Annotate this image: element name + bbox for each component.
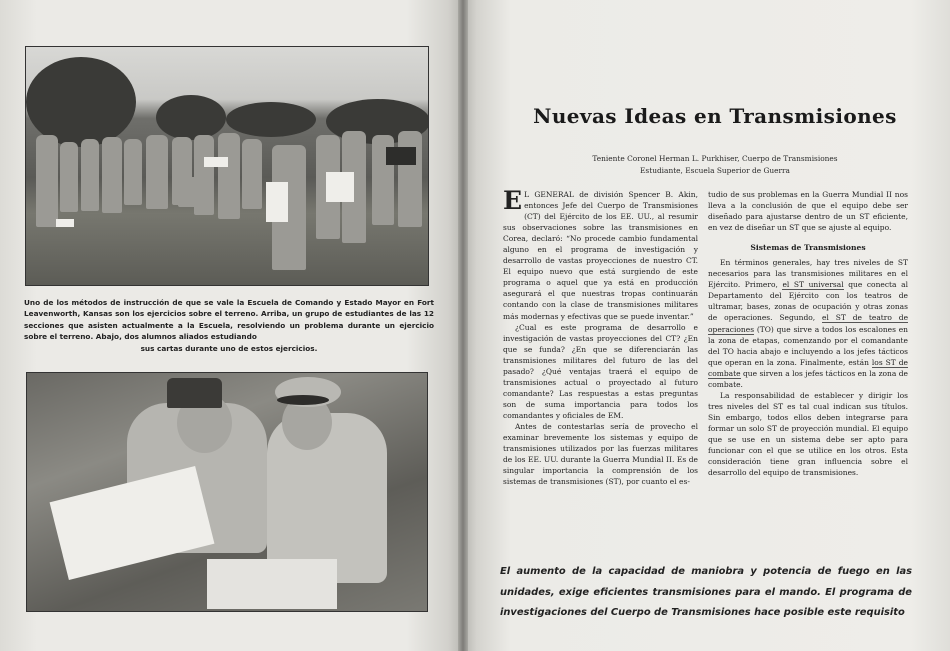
paragraph <box>708 257 908 390</box>
underlined-text: el ST de teatro de operaciones <box>708 313 909 334</box>
article-column-2 <box>708 189 908 478</box>
photo-two-students-maps <box>26 372 428 612</box>
caption-text: Uno de los métodos de instrucción de que se vale la Escuela de Comando y Estado Mayor en Fort Leavenworth, Kansas son los ejercicios sobre el terreno. Arriba, un grupo de estudiantes de las 12 secciones que asisten actualmente a la Escuela, resolviendo un problema durante un ejercicio sobre el terreno. Abajo, dos alumnos aliados estudiando <box>24 298 434 342</box>
paragraph: tudio de sus problemas en la Guerra Mundial II nos lleva a la conclusión de que el equipo debe ser diseñado para ajustarse dentro de un ST eficiente, en vez de diseñar un ST que se ajuste al equipo. <box>708 190 908 233</box>
photo-field-exercise-group <box>25 46 429 286</box>
paragraph: Antes de contestarlas sería de provecho el examinar brevemente los sistemas y equipo de transmisiones utilizados por las fuerzas militares de los EE. UU. durante la Guerra Mundial II. Es de singular importancia la comprensión de los sistemas de transmisiones (ST), por cuanto el es- <box>503 421 698 487</box>
text: que conecta al Departamento del Ejército con los teatros de ultramar, bases, zonas de ocupación y otras zonas de operaciones. Segundo, <box>708 280 908 323</box>
text: (TO) que sirve a todos los escalones en la zona de etapas, comenzando por el comandante del TO hacia abajo e incluyendo a los jefes tácticos que operan en la zona. Finalmente, están <box>708 324 908 367</box>
text: que sirven a los jefes tácticos en la zona de combate. <box>708 368 908 389</box>
pull-quote: El aumento de la capacidad de maniobra y potencia de fuego en las unidades, exige eficientes transmisiones para el mando. El programa de investigaciones del Cuerpo de Transmisiones hace posible este requisito <box>500 566 912 618</box>
article-byline <box>510 153 920 177</box>
paragraph-text: L GENERAL de división Spencer B. Akin, entonces Jefe del Cuerpo de Transmisiones (CT) del Ejército de los EE. UU., al resumir sus observaciones sobre las transmisiones en Corea, declaró: “No procede cambio fundamental alguno en el programa de investigación y desarrollo de vastas proyecciones de nuestro CT. El equipo nuevo que está surgiendo de este programa o aquel que ya está en producción asegurará el que nuestras tropas continuarán contando con la clase de transmisiones militares más modernas y efectivas que se puede inventar.” <box>503 190 698 321</box>
article-title: Nuevas Ideas en Transmisiones <box>533 104 897 128</box>
text: En términos generales, hay tres niveles de ST necesarios para las transmisiones militares en el Ejército. Primero, <box>708 258 908 290</box>
underlined-text: los ST de combate <box>708 357 908 378</box>
caption-last-line: sus cartas durante uno de estos ejercicios. <box>140 343 318 353</box>
book-gutter <box>458 0 468 651</box>
byline-affiliation: Estudiante, Escuela Superior de Guerra <box>640 166 790 175</box>
paragraph <box>503 186 698 322</box>
left-page <box>0 0 462 651</box>
byline-author: Teniente Coronel Herman L. Purkhiser, Cuerpo de Transmisiones <box>592 154 838 163</box>
underlined-text: el ST universal <box>782 280 844 290</box>
paragraph: ¿Cual es este programa de desarrollo e investigación de vastas proyecciones del CT? ¿En que se funda? ¿En que se diferenciarán las transmisiones militares del futuro de las del pasado? ¿Qué ventajas traerá el equipo de transmisiones actual o proyectado al futuro comandante? Las respuestas a estas preguntas son de suma importancia para todos los comandantes y oficiales de EM. <box>503 322 698 420</box>
photo-caption <box>24 297 434 354</box>
article-column-1 <box>503 186 698 487</box>
drop-cap: E <box>503 186 523 215</box>
paragraph: La responsabilidad de establecer y dirigir los tres niveles del ST es tal cual indican sus títulos. Sin embargo, todos ellos deben integrarse para formar un solo ST de proyección mundial. El equipo que se use en un sistema debe ser apto para funcionar con el que se utilice en los otros. Esta consideración tiene gran influencia sobre el desarrollo del equipo de transmisiones. <box>708 390 908 478</box>
section-heading: Sistemas de Transmisiones <box>750 243 866 253</box>
